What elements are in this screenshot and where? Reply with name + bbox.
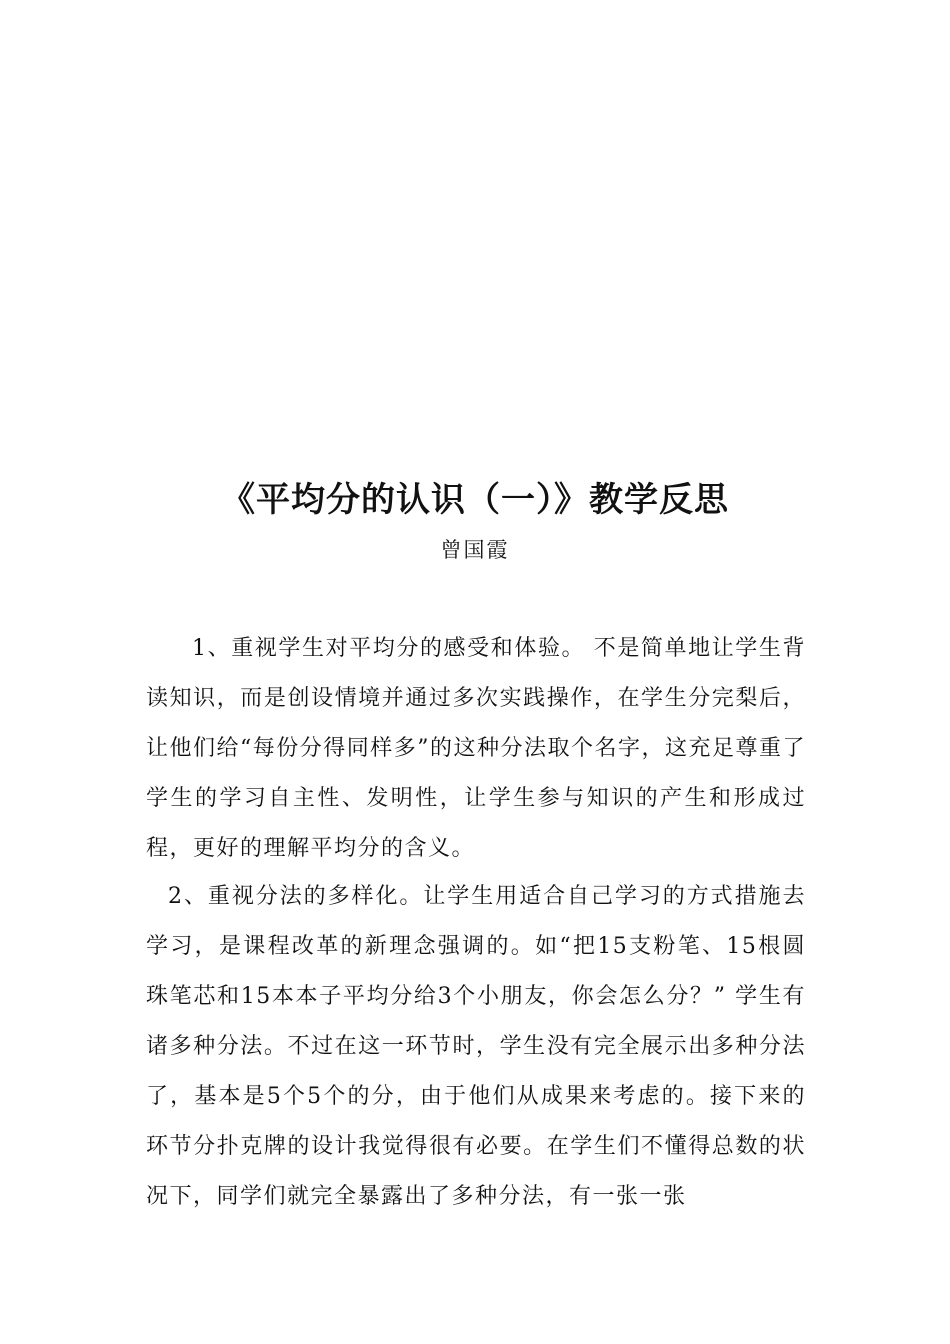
document-author: 曾国霞 [440,538,510,562]
paragraph-2: 2、重视分法的多样化。让学生用适合自己学习的方式措施去学习，是课程改革的新理念强调的。如“把15支粉笔、15根圆珠笔芯和15本本子平均分给3个小朋友，你会怎么分？” 学生有诸多种分法。不过在这一环节时，学生没有完全展示出多种分法了，基本是5个5个的分，由于他们从成果来考虑的。接下来的环节分扑克牌的设计我觉得很有必要。在学生们不懂得总数的状况下，同学们就完全暴露出了多种分法，有一张一张 [146,884,806,1209]
paragraph-1: 1、重视学生对平均分的感受和体验。 不是简单地让学生背读知识，而是创设情境并通过多次实践操作，在学生分完梨后，让他们给“每份分得同样多”的这种分法取个名字，这充足尊重了学生的学习自主性、发明性，让学生参与知识的产生和形成过程，更好的理解平均分的含义。 [146,636,806,861]
document-title: 《平均分的认识（一）》教学反思 [221,480,729,520]
